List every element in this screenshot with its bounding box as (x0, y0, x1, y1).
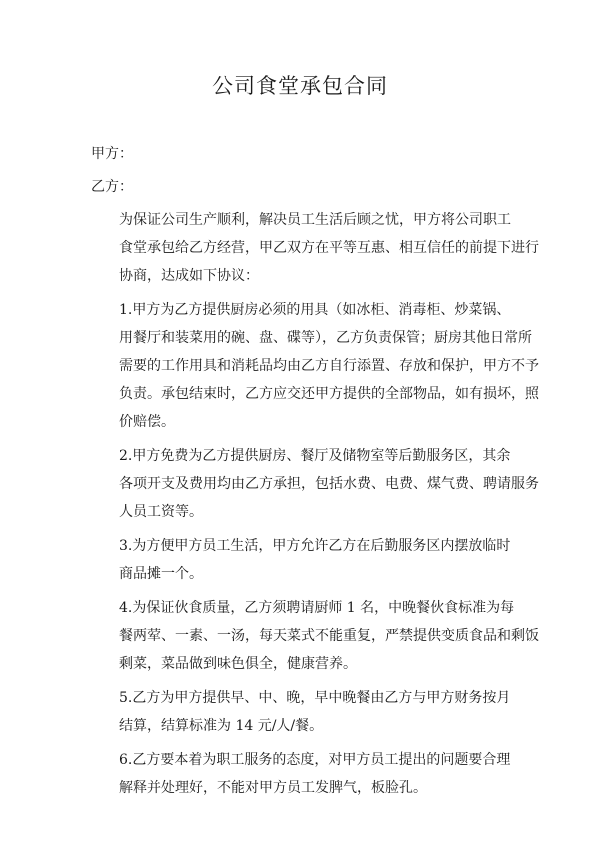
paragraph-line: 结算，结算标准为 14 元/人/餐。 (119, 718, 324, 734)
document-title: 公司食堂承包合同 (212, 74, 388, 98)
paragraph-line: 需要的工作用具和消耗品均由乙方自行添置、存放和保护，甲方不予 (119, 358, 539, 374)
party-b-label: 乙方： (91, 179, 133, 195)
paragraph-line: 负责。承包结束时，乙方应交还甲方提供的全部物品，如有损坏，照 (119, 386, 539, 402)
paragraph-line: 食堂承包给乙方经营，甲乙双方在平等互惠、相互信任的前提下进行 (119, 240, 539, 256)
paragraph-line: 5.乙方为甲方提供早、中、晚，早中晚餐由乙方与甲方财务按月 (119, 690, 511, 706)
clause-4 (91, 594, 539, 678)
paragraph-line: 3.为方便甲方员工生活，甲方允许乙方在后勤服务区内摆放临时 (119, 538, 511, 554)
paragraph-line: 人员工资等。 (119, 504, 203, 520)
paragraph-line: 1.甲方为乙方提供厨房必须的用具（如冰柜、消毒柜、炒菜锅、 (119, 302, 511, 318)
paragraph-line: 各项开支及费用均由乙方承担，包括水费、电费、煤气费、聘请服务 (119, 476, 539, 492)
paragraph-line: 6.乙方要本着为职工服务的态度，对甲方员工提出的问题要合理 (119, 752, 511, 768)
paragraph-intro (91, 206, 539, 290)
clause-6 (91, 746, 515, 802)
paragraph-line: 用餐厅和装菜用的碗、盘、碟等），乙方负责保管；厨房其他日常所 (119, 330, 532, 346)
paragraph-line: 解释并处理好，不能对甲方员工发脾气，板脸孔。 (119, 780, 427, 796)
clause-3 (91, 532, 515, 588)
paragraph-line: 4.为保证伙食质量，乙方须聘请厨师 1 名，中晚餐伙食标准为每 (119, 600, 515, 616)
paragraph-line: 餐两荤、一素、一汤，每天菜式不能重复，严禁提供变质食品和剩饭 (119, 628, 539, 644)
paragraph-line: 为保证公司生产顺利，解决员工生活后顾之忧，甲方将公司职工 (119, 212, 511, 228)
paragraph-line: 商品摊一个。 (119, 566, 203, 582)
clause-1 (91, 296, 539, 436)
clause-2 (91, 442, 539, 526)
paragraph-line: 协商，达成如下协议： (119, 268, 259, 284)
paragraph-line: 剩菜，菜品做到味色俱全，健康营养。 (119, 656, 357, 672)
paragraph-line: 价赔偿。 (119, 414, 175, 430)
party-a-label: 甲方： (91, 146, 133, 162)
paragraph-line: 2.甲方免费为乙方提供厨房、餐厅及储物室等后勤服务区，其余 (119, 448, 511, 464)
clause-5 (91, 684, 515, 740)
document-body (91, 140, 539, 808)
